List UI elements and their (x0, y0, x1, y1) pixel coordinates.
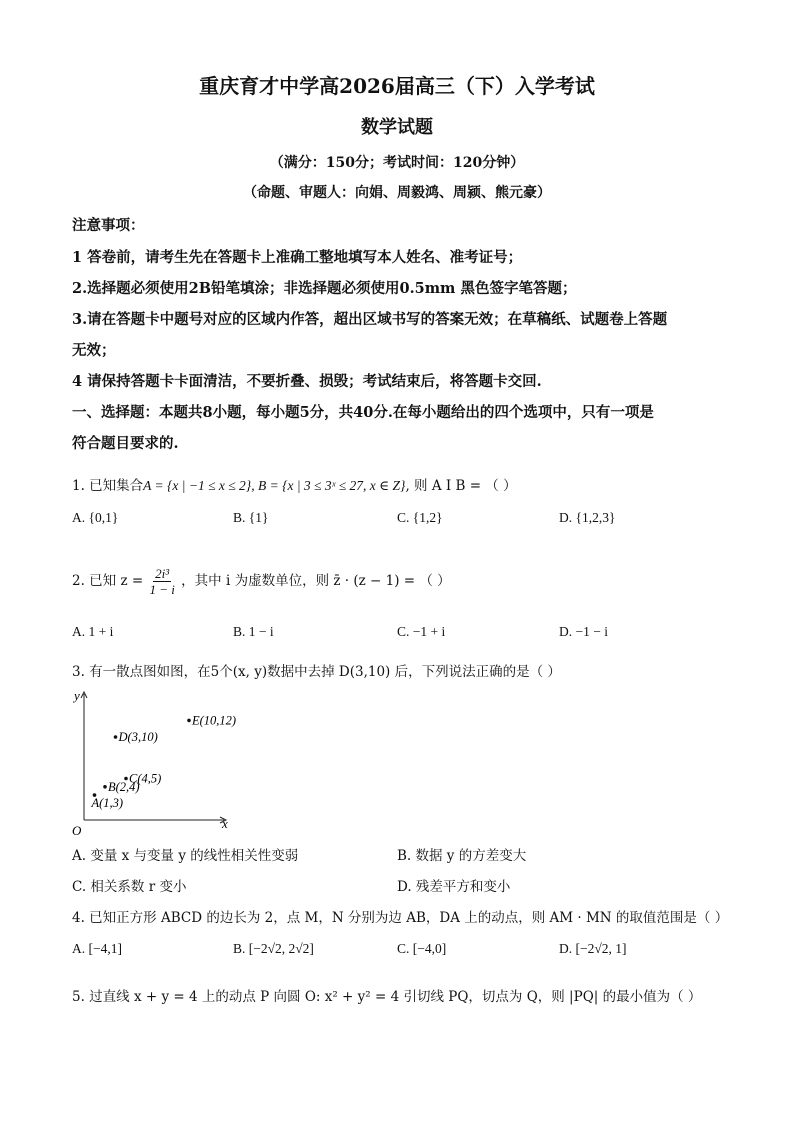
exam-meta-score-time: （满分：150分；考试时间：120分钟） (269, 155, 525, 171)
scatter-point-label: D(3,10) (118, 730, 158, 744)
q1-set-b: , B = {x | 3 ≤ 3ˣ ≤ 27, x ∈ Z} (251, 478, 406, 493)
q2-option-a: A. 1 + i (72, 624, 114, 639)
q1-prefix: 1. 已知集合 (72, 478, 144, 494)
scatter-point (124, 777, 128, 781)
question-1 (72, 474, 517, 494)
notice-item-3: 3.请在答题卡中题号对应的区域内作答，超出区域书写的答案无效；在草稿纸、试题卷上答题 (72, 311, 668, 328)
notice-item-1: 1 答卷前，请考生先在答题卡上准确工整地填写本人姓名、准考证号； (72, 249, 523, 266)
notice-item-2: 2.选择题必须使用2B铅笔填涂；非选择题必须使用0.5mm 黑色签字笔答题； (72, 280, 577, 297)
q1-option-b: B. {1} (233, 510, 269, 525)
question-4: 4. 已知正方形 ABCD 的边长为 2，点 M，N 分别为边 AB，DA 上的动点，则 AM · MN 的取值范围是（ ） (72, 910, 729, 926)
scatter-point-label: E(10,12) (192, 713, 237, 728)
q4-option-a: A. [−4,1] (72, 941, 122, 956)
q2-option-d: D. −1 − i (559, 624, 608, 639)
q3-option-d: D. 残差平方和变小 (397, 879, 511, 895)
x-axis-label: x (222, 816, 228, 831)
q1-option-c: C. {1,2} (397, 510, 443, 525)
q2-fraction (149, 566, 174, 597)
question-5: 5. 过直线 x + y = 4 上的动点 P 向圆 O: x² + y² = 4 引切线 PQ，切点为 Q，则 |PQ| 的最小值为（ ） (72, 989, 702, 1005)
exam-subject: 数学试题 (361, 117, 433, 138)
scatter-point-label: A(1,3) (91, 796, 124, 811)
origin-label: O (72, 823, 82, 838)
q2-fraction-numerator: 2i³ (155, 566, 170, 581)
q1-set-a: A = {x | −1 ≤ x ≤ 2} (143, 478, 252, 493)
scatter-point (114, 735, 118, 739)
question-3: 3. 有一散点图如图，在5个(x, y)数据中去掉 D(3,10) 后，下列说法正确的是（ ） (72, 664, 561, 680)
notice-item-4: 4 请保持答题卡卡面清洁，不要折叠、损毁；考试结束后，将答题卡交回. (72, 373, 542, 390)
exam-meta-authors: （命题、审题人：向娟、周毅鸿、周颍、熊元豪） (243, 185, 551, 201)
notice-heading: 注意事项： (72, 217, 145, 234)
question-2 (72, 566, 451, 597)
q1-suffix: , 则 A I B = （ ） (405, 478, 517, 494)
y-axis-label: y (74, 688, 80, 703)
q2-prefix: 2. 已知 z = (72, 573, 144, 589)
q4-option-d: D. [−2√2, 1] (559, 941, 627, 956)
q1-option-a: A. {0,1} (72, 510, 119, 525)
scatter-point (103, 785, 107, 789)
scatter-plot (68, 688, 248, 838)
notice-item-3-cont: 无效； (72, 342, 116, 359)
scatter-point (187, 719, 191, 723)
section-heading-cont: 符合题目要求的. (72, 435, 179, 452)
scatter-point-label: B(2,4) (108, 779, 140, 794)
q3-option-a: A. 变量 x 与变量 y 的线性相关性变弱 (72, 848, 299, 864)
q2-suffix: ，其中 i 为虚数单位，则 z̄ · (z − 1) = （ ） (181, 573, 451, 589)
section-heading: 一、选择题：本题共8小题，每小题5分，共40分.在每小题给出的四个选项中，只有一项是 (72, 404, 654, 421)
q4-option-c: C. [−4,0] (397, 941, 447, 956)
q3-option-b: B. 数据 y 的方差变大 (397, 848, 527, 864)
q1-option-d: D. {1,2,3} (559, 510, 616, 525)
scatter-layer (72, 688, 236, 838)
exam-title: 重庆育才中学高2026届高三（下）入学考试 (199, 74, 595, 98)
scatter-point-label: C(4,5) (129, 771, 162, 786)
q2-fraction-denominator: 1 − i (149, 582, 175, 597)
q2-option-c: C. −1 + i (397, 624, 446, 639)
q3-option-c: C. 相关系数 r 变小 (72, 879, 187, 895)
q4-option-b: B. [−2√2, 2√2] (233, 941, 314, 956)
q2-option-b: B. 1 − i (233, 624, 274, 639)
